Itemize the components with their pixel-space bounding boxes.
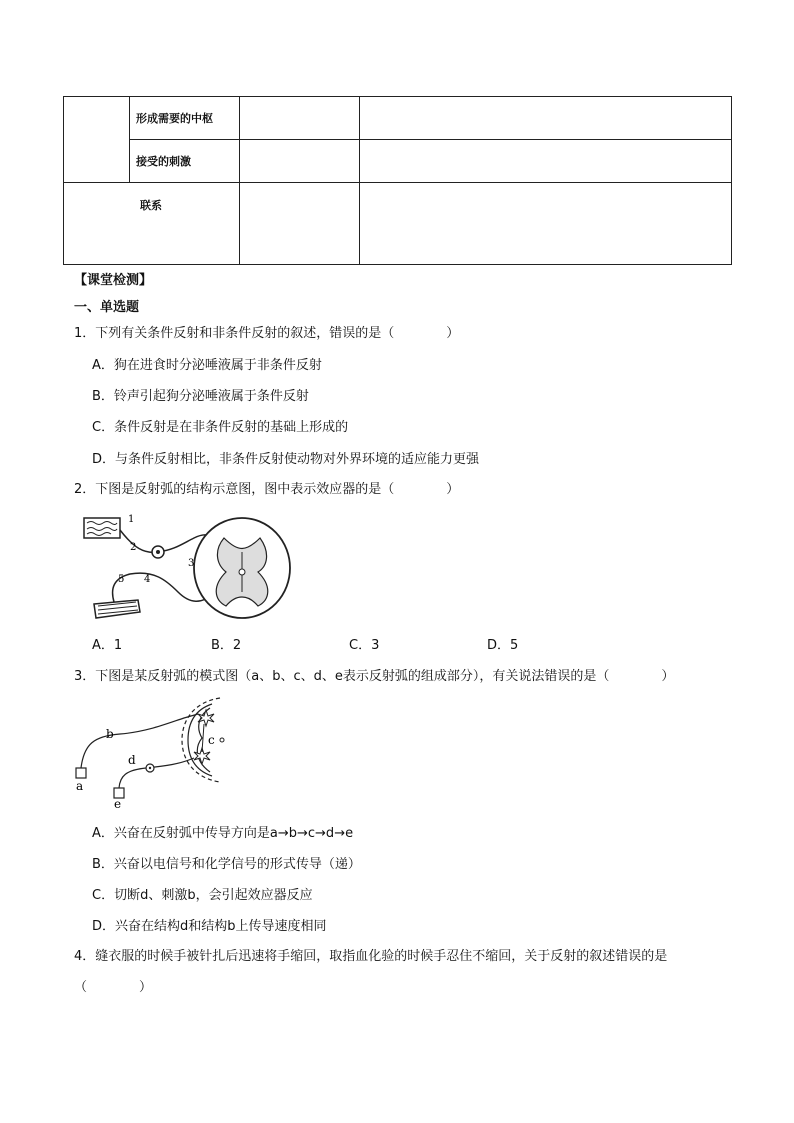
figure-label-3: 3 — [188, 558, 195, 569]
figure-label-2: 2 — [130, 542, 137, 553]
comparison-table — [63, 96, 732, 265]
section-header: 【课堂检测】 — [74, 273, 153, 288]
question-2-option-d: D．5 — [487, 638, 519, 653]
section-title: 一、单选题 — [74, 300, 140, 315]
table-row-label-relation: 联系 — [64, 183, 240, 265]
spinal-cord — [194, 518, 290, 618]
question-3-stem: 3．下图是某反射弧的模式图（a、b、c、d、e表示反射弧的组成部分），有关说法错误的是（ ） — [74, 669, 675, 684]
table-merged-cell — [64, 97, 130, 183]
table-row-label-stimulus: 接受的刺激 — [130, 140, 240, 183]
figure-label-a: a — [76, 779, 84, 793]
table-cell — [360, 140, 732, 183]
figure-label-1: 1 — [128, 514, 135, 525]
reflex-arc-model-figure — [70, 694, 230, 810]
figure-label-4: 4 — [144, 574, 151, 585]
table-cell — [360, 97, 732, 140]
reflex-arc-figure — [74, 508, 294, 628]
figure-label-d: d — [128, 753, 136, 767]
question-2-option-b: B．2 — [211, 638, 242, 653]
table-cell — [240, 183, 360, 265]
question-1-option-b: B．铃声引起狗分泌唾液属于条件反射 — [92, 389, 309, 404]
figure-label-b: b — [106, 727, 114, 741]
question-3-option-d: D．兴奋在结构d和结构b上传导速度相同 — [92, 919, 327, 934]
question-2-stem: 2．下图是反射弧的结构示意图，图中表示效应器的是（ ） — [74, 482, 460, 497]
figure-label-5: 5 — [118, 574, 125, 585]
table-cell — [360, 183, 732, 265]
question-3-option-c: C．切断d、刺激b，会引起效应器反应 — [92, 888, 313, 903]
question-2-option-a: A．1 — [92, 638, 123, 653]
question-1-option-c: C．条件反射是在非条件反射的基础上形成的 — [92, 420, 349, 435]
question-1-option-a: A．狗在进食时分泌唾液属于非条件反射 — [92, 358, 322, 373]
effector-structure — [94, 600, 140, 618]
question-4-stem-cont: （ ） — [74, 980, 153, 995]
question-1-option-d: D．与条件反射相比，非条件反射使动物对外界环境的适应能力更强 — [92, 452, 480, 467]
table-row-label-center: 形成需要的中枢 — [130, 97, 240, 140]
question-3-option-a: A．兴奋在反射弧中传导方向是a→b→c→d→e — [92, 826, 354, 841]
receptor-structure — [84, 518, 120, 538]
question-3-option-b: B．兴奋以电信号和化学信号的形式传导（递） — [92, 857, 361, 872]
table-cell — [240, 140, 360, 183]
question-2-option-c: C．3 — [349, 638, 380, 653]
figure-label-e: e — [114, 797, 122, 810]
figure-label-c: c — [208, 733, 215, 747]
table-cell — [240, 97, 360, 140]
question-4-stem: 4．缝衣服的时候手被针扎后迅速将手缩回，取指血化验的时候手忍住不缩回，关于反射的叙述错误的是 — [74, 949, 668, 964]
question-1-stem: 1．下列有关条件反射和非条件反射的叙述，错误的是（ ） — [74, 326, 460, 341]
